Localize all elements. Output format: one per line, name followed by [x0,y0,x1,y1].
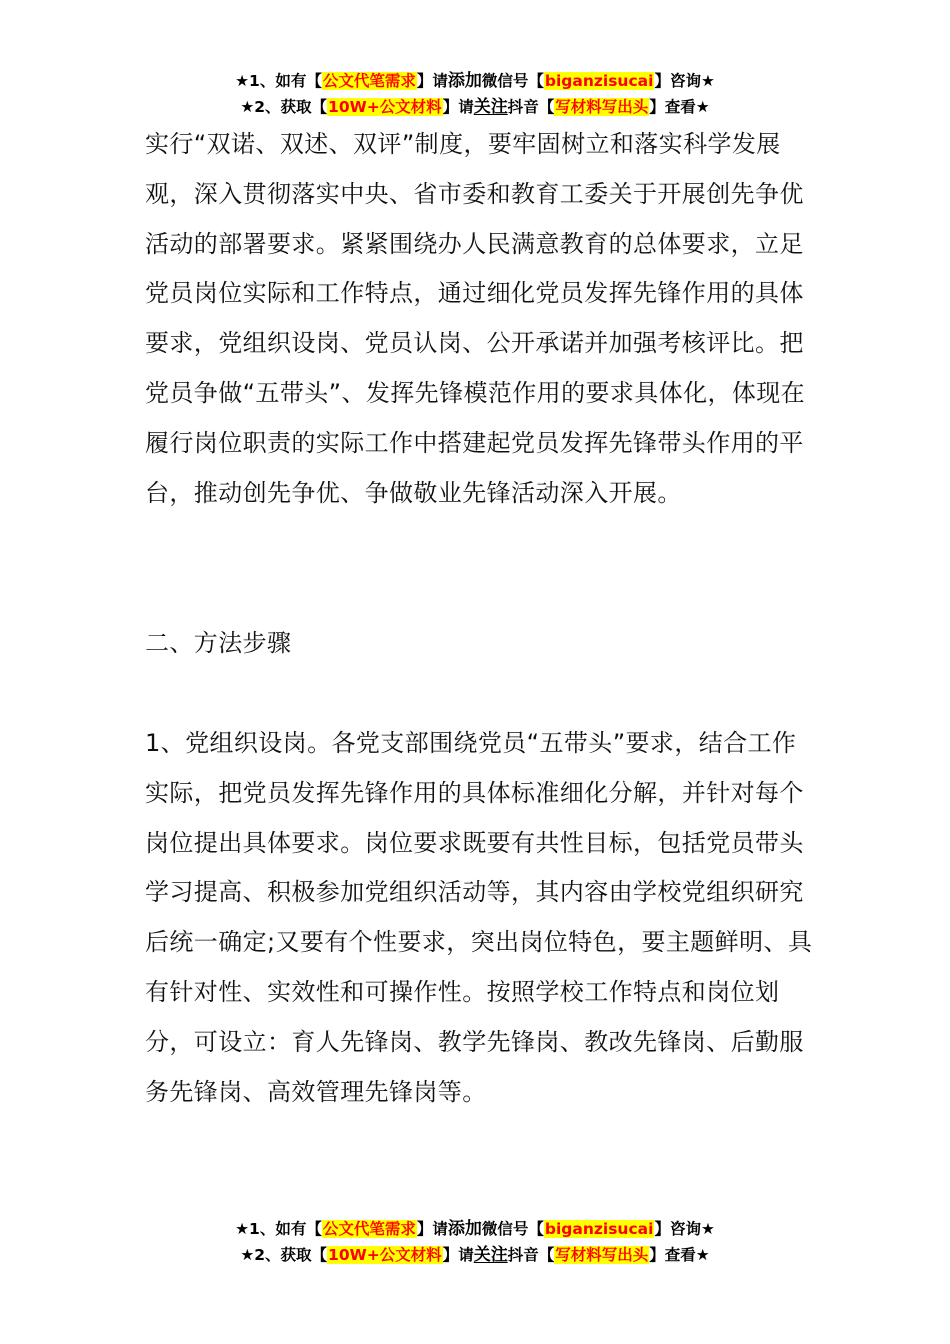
promo-text: 】咨询★ [654,72,715,90]
promo-text: 】查看★ [649,1246,710,1264]
promo-line-1 [0,1216,950,1242]
promo-text: 】咨询★ [654,1220,715,1238]
promo-highlight: 写材料写出头 [555,98,649,116]
promo-highlight: 公文代笔需求 [322,72,416,90]
body-paragraph-step-1: 1、党组织设岗。各党支部围绕党员“五带头”要求，结合工作实际，把党员发挥先锋作用的具体标准细化分解，并针对每个岗位提出具体要求。岗位要求既要有共性目标，包括党员带头学习提高、积极参加党组织活动等，其内容由学校党组织研究后统一确定;又要有个性要求，突出岗位特色，要主题鲜明、具有针对性、实效性和可操作性。按照学校工作特点和岗位划分，可设立：育人先锋岗、教学先锋岗、教改先锋岗、后勤服务先锋岗、高效管理先锋岗等。 [145,729,813,1106]
promo-text: 】请 [416,72,448,90]
promo-text: 抖音【 [507,1246,555,1264]
promo-text: 抖音【 [507,98,555,116]
promo-highlight: 公文代笔需求 [322,1220,416,1238]
promo-line-2 [0,1242,950,1268]
promo-banner-top [0,68,950,120]
promo-line-2 [0,94,950,120]
promo-emphasis: 关注 [473,97,508,117]
promo-text: 】查看★ [649,98,710,116]
promo-text: 】请 [416,1220,448,1238]
promo-highlight: biganzisucai [544,72,654,90]
promo-text: ★1、如有【 [235,72,322,90]
promo-text: ★2、获取【 [240,98,328,116]
promo-text: 微信号【 [481,1220,544,1238]
section-heading: 二、方法步骤 [145,629,292,657]
promo-emphasis: 添加 [447,71,482,91]
promo-banner-bottom [0,1216,950,1268]
promo-text: ★1、如有【 [235,1220,322,1238]
promo-line-1 [0,68,950,94]
promo-emphasis: 添加 [447,1219,482,1239]
promo-highlight: 写材料写出头 [555,1246,649,1264]
promo-emphasis: 关注 [473,1245,508,1265]
promo-highlight: 10W+公文材料 [328,98,442,116]
body-paragraph-intro: 实行“双诺、双述、双评”制度，要牢固树立和落实科学发展观，深入贯彻落实中央、省市委和教育工委关于开展创先争优活动的部署要求。紧紧围绕办人民满意教育的总体要求，立足党员岗位实际和工作特点，通过细化党员发挥先锋作用的具体要求，党组织设岗、党员认岗、公开承诺并加强考核评比。把党员争做“五带头”、发挥先锋模范作用的要求具体化，体现在履行岗位职责的实际工作中搭建起党员发挥先锋带头作用的平台，推动创先争优、争做敬业先锋活动深入开展。 [145,130,806,507]
promo-text: 】请 [442,1246,474,1264]
promo-text: ★2、获取【 [240,1246,328,1264]
promo-highlight: 10W+公文材料 [328,1246,442,1264]
promo-text: 微信号【 [481,72,544,90]
promo-highlight: biganzisucai [544,1220,654,1238]
promo-text: 】请 [442,98,474,116]
